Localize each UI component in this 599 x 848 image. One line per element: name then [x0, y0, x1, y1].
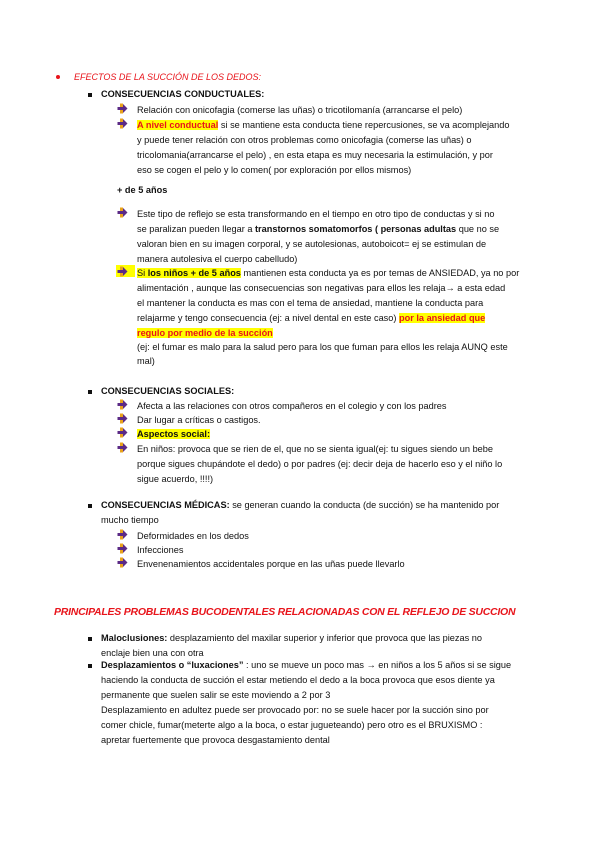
medicas-item-3: Envenenamientos accidentales porque en las uñas puede llevarlo: [137, 559, 405, 569]
problemas-item-2-line-1: Desplazamientos o “luxaciones” : uno se mueve un poco mas → en niños a los 5 años si se sigue: [101, 660, 512, 670]
conductuales-item-4-line-6: (ej: el fumar es malo para la salud pero para los que fuman para ellos les relaja AUNQ este: [137, 342, 508, 352]
square-bullet-icon: [88, 93, 92, 97]
medicas-intro-line-2: mucho tiempo: [101, 515, 159, 525]
arrow-bullet-icon: [117, 427, 128, 438]
problemas-item-2-line-6: apretar fuertemente que provoca desgastamiento dental: [101, 735, 330, 745]
sociales-item-1: Afecta a las relaciones con otros compañeros en el colegio y con los padres: [137, 401, 447, 411]
conductuales-item-4-line-2: alimentación , aunque las consecuencias son negativas para ellos les relaja→ a esta edad: [137, 283, 506, 293]
square-bullet-icon: [88, 504, 92, 508]
heading-conductuales: CONSECUENCIAS CONDUCTUALES:: [101, 89, 265, 99]
problemas-item-1-line-2: enclaje bien una con otra: [101, 648, 204, 658]
conductuales-item-3-line-4: manera autolesiva el cuerpo cabelludo): [137, 254, 298, 264]
section-title-efectos: EFECTOS DE LA SUCCIÓN DE LOS DEDOS:: [74, 72, 262, 82]
conductuales-item-4-line-5: regulo por medio de la succión: [137, 328, 273, 338]
problemas-item-1-line-1: Maloclusiones: desplazamiento del maxilar superior y inferior que provoca que las piezas no: [101, 633, 482, 643]
conductuales-item-3-line-2: se paralizan pueden llegar a transtornos somatomorfos ( personas adultas que no se: [137, 224, 500, 234]
arrow-bullet-icon: [117, 557, 128, 568]
conductuales-item-2-line-3: tricolomania(arrancarse el pelo) , en esta etapa es muy necesaria la estimulación, y por: [137, 150, 493, 160]
sociales-item-2: Dar lugar a críticas o castigos.: [137, 415, 261, 425]
highlight-text: A nivel conductual: [137, 120, 219, 130]
arrow-bullet-icon: [117, 266, 128, 277]
red-bullet-icon: [56, 75, 60, 79]
square-bullet-icon: [88, 664, 92, 668]
section-title-problemas-bucodentales: PRINCIPALES PROBLEMAS BUCODENTALES RELACIONADAS CON EL REFLEJO DE SUCCION: [54, 606, 516, 618]
problemas-item-2-line-2: haciendo la conducta de succión el estar metiendo el dedo a la boca provoca que esos diente ya: [101, 675, 495, 685]
arrow-bullet-icon: [117, 529, 128, 540]
conductuales-item-3-line-1: Este tipo de reflejo se esta transformando en el tiempo en otro tipo de conductas y si no: [137, 209, 495, 219]
heading-sociales: CONSECUENCIAS SOCIALES:: [101, 386, 235, 396]
medicas-intro-line-1: CONSECUENCIAS MÉDICAS: se generan cuando la conducta (de succión) se ha mantenido por: [101, 500, 500, 510]
medicas-item-1: Deformidades en los dedos: [137, 531, 249, 541]
conductuales-item-3-line-3: valoran bien en su imagen corporal, y se autolesionas, autoboicot= ej se estimulan de: [137, 239, 487, 249]
subheading-mas-5-anos: + de 5 años: [117, 185, 168, 195]
conductuales-item-4-line-1: Si los niños + de 5 años mantienen esta conducta ya es por temas de ANSIEDAD, ya no por: [137, 268, 520, 278]
square-bullet-icon: [88, 637, 92, 641]
conductuales-item-4-line-7: mal): [137, 356, 155, 366]
arrow-bullet-icon: [117, 207, 128, 218]
problemas-item-2-line-5: comer chicle, fumar(meterte algo a la boca, o estar jugueteando) pero otro es el BRUXISMO :: [101, 720, 483, 730]
conductuales-item-2-line-1: A nivel conductual si se mantiene esta conducta tiene repercusiones, se va acomplejando: [137, 120, 510, 130]
medicas-item-2: Infecciones: [137, 545, 184, 555]
sociales-item-4-line-1: En niños: provoca que se rien de el, que no se sienta igual(ej: tu sigues siendo un bebe: [137, 444, 494, 454]
conductuales-item-2-line-2: y puede tener relación con otros problemas como onicofagia (comerse las uñas) o: [137, 135, 472, 145]
square-bullet-icon: [88, 390, 92, 394]
arrow-bullet-icon: [117, 442, 128, 453]
problemas-item-2-line-4: Desplazamiento en adultez puede ser provocado por: no se suele hacer por la succión sino por: [101, 705, 489, 715]
arrow-bullet-icon: [117, 103, 128, 114]
sociales-item-4-line-3: sigue acuerdo, !!!!): [137, 474, 214, 484]
conductuales-item-1: Relación con onicofagia (comerse las uñas) o tricotilomanía (arrancarse el pelo): [137, 105, 463, 115]
problemas-item-2-line-3: permanente que suelen salir se este moviendo a 2 por 3: [101, 690, 331, 700]
arrow-bullet-icon: [117, 413, 128, 424]
conductuales-item-4-line-4: relajarme y tengo consecuencia (ej: a nivel dental en este caso) por la ansiedad que: [137, 313, 486, 323]
arrow-bullet-icon: [117, 118, 128, 129]
arrow-bullet-icon: [117, 399, 128, 410]
arrow-bullet-icon: [117, 543, 128, 554]
conductuales-item-4-line-3: el mantener la conducta es mas con el tema de ansiedad, mantiene la conducta para: [137, 298, 484, 308]
sociales-item-4-line-2: porque sigues chupándote el dedo) o por padres (ej: decir deja de hacerlo eso y el niño lo: [137, 459, 503, 469]
conductuales-item-2-line-4: eso se cogen el pelo y lo comen( por exploración por ellos mismos): [137, 165, 412, 175]
sociales-item-3: Aspectos social:: [137, 429, 211, 439]
